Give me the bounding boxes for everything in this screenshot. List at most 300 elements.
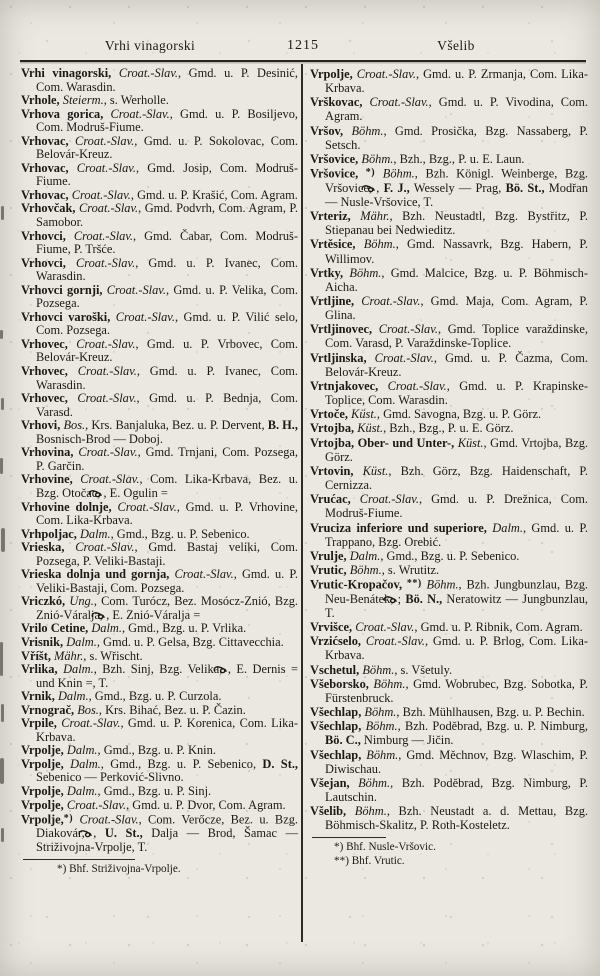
entry-region-label: Böhm. xyxy=(349,775,391,790)
entry xyxy=(310,634,588,662)
entry-text: , Krs. Banjaluka, Bez. u. P. Dervent, xyxy=(85,418,268,433)
entry-text: , Gmd. u. P. Čazma, Com. Belovár-Kreuz. xyxy=(325,350,588,379)
entry-text: , Gmd. u. P. Velika, Com. Pozsega. xyxy=(36,282,298,311)
entry-headword: Vrulje, xyxy=(310,548,347,563)
scan-artifact xyxy=(0,458,3,474)
entry xyxy=(21,446,298,473)
entry xyxy=(21,230,298,257)
entry-text: Modřan — Nusle-Vršovice, T. xyxy=(325,180,588,209)
entry-region-label: Böhm. xyxy=(368,676,406,691)
entry xyxy=(310,266,588,294)
entry xyxy=(310,705,588,719)
entry-text: , xyxy=(93,826,105,841)
entry xyxy=(310,407,588,421)
entry xyxy=(310,436,588,464)
entry-text: , E. Ogulin = xyxy=(103,485,168,500)
footnote-rule xyxy=(312,837,386,838)
entry-region-label: Dalm. xyxy=(63,743,98,758)
entry-text: , Gmd. Měchnov, Bzg. Wlaschim, P. Diwischau. xyxy=(325,747,588,776)
entry-text: , Gmd. Trnjani, Com. Pozsega, P. Garčin. xyxy=(36,445,299,473)
entry-region-label: Mähr. xyxy=(350,209,390,224)
entry xyxy=(310,620,588,634)
entry-headword: Vrpile, xyxy=(21,716,57,731)
entry-headword: Vrtljinska, xyxy=(310,350,367,365)
entry-region-label: Dalm. xyxy=(346,548,381,563)
entry-text: , Bzh., Bzg., P. u. E. Görz. xyxy=(383,421,514,436)
entry xyxy=(310,421,588,435)
entry-headword: Vrhovac, xyxy=(21,160,69,175)
entry xyxy=(21,758,298,785)
entry-region-label: Ung. xyxy=(65,594,94,609)
entry-headword: Vrtovin, xyxy=(310,463,354,478)
entry-text: , Bzh. Görz, Bzg. Haidenschaft, P. Cernizza. xyxy=(325,463,588,493)
entry xyxy=(21,636,298,650)
entry-region-label: Küst. xyxy=(354,421,384,436)
entry-region-label: Bos. xyxy=(60,418,86,433)
entry-region-label: Böhm. xyxy=(359,662,395,677)
entry-headword: Všelib, xyxy=(310,804,347,819)
entry xyxy=(21,365,298,392)
entry-region-label: Croat.-Slav. xyxy=(110,309,175,324)
entry-text: , s. Werholle. xyxy=(103,93,169,108)
entry-region-label: Küst. xyxy=(353,463,389,478)
entry xyxy=(310,776,588,804)
entry-text: , Gmd., Bzg. u. P. Vrlika. xyxy=(121,621,247,636)
entry-region-label: Küst. xyxy=(347,407,377,422)
entry xyxy=(310,124,588,152)
entry-headword: Vrhovec, xyxy=(21,391,68,406)
right-column xyxy=(310,67,588,868)
entry-text: , s. Wřischt. xyxy=(83,648,143,663)
entry-region-label: Böhm. xyxy=(361,747,399,762)
entry xyxy=(21,568,298,595)
entry-headword: Vriczkó, xyxy=(21,594,66,609)
entry-region-label: Croat.-Slav. xyxy=(72,472,140,487)
entry xyxy=(21,162,298,189)
footnote-section xyxy=(310,837,588,868)
footnote-section xyxy=(21,859,298,877)
entry-region-label: Croat.-Slav. xyxy=(73,812,139,827)
entry-text: Sebenico — Perković-Slivno. xyxy=(36,770,184,785)
entry-text: , Gmd., Bzg. u. P. Sebenico. xyxy=(110,526,250,541)
entry xyxy=(21,717,298,744)
entry-region-label: Croat.-Slav. xyxy=(65,255,136,270)
entry-region-label: Croat.-Slav. xyxy=(64,540,135,555)
entry-text: , Gmd. u. P. Veliki-Bastaji, Com. Pozsega. xyxy=(36,567,298,595)
entry-text: Wessely — Prag, xyxy=(409,180,506,195)
entry-region-label: Böhm. xyxy=(355,237,396,252)
entry-headword: Všejan, xyxy=(310,775,350,790)
entry-region-label: Böhm. xyxy=(343,123,384,138)
footnote-marker: *) xyxy=(358,167,376,179)
entry-headword: Vrtnjakovec, xyxy=(310,378,379,393)
entry-text: , s. Všetuly. xyxy=(394,662,453,677)
entry xyxy=(21,284,298,311)
entry-text: , Gmd., Bzg. u. P. Knin. xyxy=(97,743,216,758)
entry-text: , Gmd. Podvrh, Com. Agram, P. Samobor. xyxy=(36,201,298,230)
entry-text: , Gmd. u. P. Ivanec, Com. Warasdin. xyxy=(36,364,298,392)
entry-region-label: Croat.-Slav. xyxy=(67,336,136,351)
entry-headword: Vrtky, xyxy=(310,265,344,280)
entry xyxy=(21,108,298,135)
entry-region-label: Böhm. xyxy=(346,562,382,577)
entry xyxy=(310,379,588,407)
entry-text: , Gmd. Malcice, Bzg. u. P. Böhmisch-Aicha. xyxy=(325,265,589,294)
entry xyxy=(21,622,298,636)
entry-headword: Vrpolje, xyxy=(21,756,64,771)
entry-text: , Gmd. u. P. Dvor, Com. Agram. xyxy=(126,797,286,812)
entry xyxy=(310,719,588,747)
entry-text: , Com. Verőcze, Bez. u. Bzg. Diakovár, xyxy=(36,812,298,841)
entry-region-label: Croat.-Slav. xyxy=(366,350,434,365)
entry-region-label: Croat.-Slav. xyxy=(352,67,416,81)
entry-region-label: Croat.-Slav. xyxy=(67,391,137,406)
entry-text: , Gmd. u. P. Sokolovac, Com. Belovár-Kreuz. xyxy=(36,133,298,162)
entry-headword: Vrhovci, xyxy=(21,228,66,243)
footnote-rule xyxy=(23,859,135,860)
entry-headword: Vrilo Cetine, xyxy=(21,621,89,636)
entry-headword: Vříšt, xyxy=(21,648,51,663)
entry-headword: Vrhovci gornji, xyxy=(21,282,103,297)
entry-headword: Vrvišce, xyxy=(310,620,353,635)
entry xyxy=(21,419,298,446)
footnote: **) Bhf. Vrutic. xyxy=(334,854,405,867)
entry-text: , Gmd. u. P. Ribnik, Com. Agram. xyxy=(414,620,583,635)
entry xyxy=(310,492,588,520)
entry-region-label: Croat.-Slav. xyxy=(354,294,421,308)
entry xyxy=(21,744,298,758)
entry xyxy=(310,209,588,237)
entry xyxy=(21,650,298,664)
entry-headword: Vruciza inferiore und superiore, xyxy=(310,520,487,535)
entry-text: , Gmd. u. P. Trappano, Bzg. Orebić. xyxy=(325,520,588,549)
entry xyxy=(21,501,298,528)
entry-region-label: Croat.-Slav. xyxy=(75,201,139,216)
entry-headword: Vrteriz, xyxy=(310,209,351,224)
entry-text: , s. Wrutitz. xyxy=(381,562,440,577)
entry-text: , Bzh. Poděbrad, Bzg. u. P. Nimburg, xyxy=(397,719,589,734)
entry xyxy=(310,677,588,705)
entry-headword: Vrhovine, xyxy=(21,472,73,487)
entry-region-label: Dalm. xyxy=(486,520,523,535)
entry-text: , Bzh. Poděbrad, Bzg. Nimburg, P. Lautschin. xyxy=(325,775,588,804)
entry-text: , Gmd. u. P. Zrmanja, Com. Lika-Krbava. xyxy=(325,67,588,96)
entry xyxy=(310,748,588,776)
entry-text: , Bzh. Neustadt a. d. Mettau, Bzg. Böhmisch-Skalitz, P. Roth-Kosteletz. xyxy=(325,804,588,833)
entry xyxy=(21,473,298,500)
entry-text: , Gmd. u. P. Vilić selo, Com. Pozsega. xyxy=(36,309,298,338)
entry-headword: Vrutic, xyxy=(310,562,347,577)
running-head-left: Vrhi vinagorski xyxy=(104,38,196,53)
entry-region-label: Croat.-Slav. xyxy=(350,492,419,507)
footnote-marker: **) xyxy=(402,578,422,590)
entry-text: , Gmd. Savogna, Bzg. u. P. Görz. xyxy=(376,407,542,422)
entry-region-label: Croat.-Slav. xyxy=(73,445,138,460)
entry xyxy=(21,799,298,813)
footnote: *) Bhf. Striživojna-Vrpolje. xyxy=(57,863,181,876)
entry-text: , Bzh. Sinj, Bzg. Velika, xyxy=(93,662,228,677)
entry xyxy=(21,311,298,338)
entry-text: , Bzh. Jungbunzlau, Bzg. Neu-Benátek, xyxy=(325,577,588,606)
entry-region-label: Croat.-Slav. xyxy=(68,133,135,148)
column-divider xyxy=(301,64,303,942)
entry-headword: Vršov, xyxy=(310,123,344,138)
entry xyxy=(310,804,588,832)
entry-text: Neratowitz — Jungbunzlau, T. xyxy=(325,591,588,620)
entry-headword: Vrhova gorica, xyxy=(21,106,104,121)
entry-region-label: Böhm. xyxy=(421,577,459,592)
entry-headword: D. St., xyxy=(262,756,299,771)
entry-headword: Vrpolje, xyxy=(21,743,64,758)
entry-headword: Vrućac, xyxy=(310,492,351,507)
scan-artifact xyxy=(1,398,4,410)
footnote: *) Bhf. Nusle-Vršovic. xyxy=(334,841,436,854)
entry xyxy=(21,67,298,94)
entry-text: , Bzh. Mühlhausen, Bzg. u. P. Bechin. xyxy=(396,705,585,720)
entry xyxy=(21,528,298,542)
entry-text: , Com. Lika-Krbava, Bez. u. Bzg. Otočac, xyxy=(36,472,299,500)
entry-region-label: Dalm. xyxy=(57,662,94,677)
entry-headword: Vrtoče, xyxy=(310,407,348,422)
entry-region-label: Böhm. xyxy=(375,166,415,181)
entry-text: , Bzh. Königl. Weinberge, Bzg. Vršovice, xyxy=(325,166,588,195)
entry-text: , E. Dernis = und Knin =, T. xyxy=(36,662,298,690)
entry-region-label: Croat.-Slav. xyxy=(111,66,179,80)
entry-region-label: Dalm. xyxy=(63,756,101,771)
entry xyxy=(310,549,588,563)
entry-headword: Bö. St., xyxy=(505,180,545,195)
entry-headword: B. H., xyxy=(267,418,298,433)
entry-text: , Bzh., Bzg., P. u. E. Laun. xyxy=(393,151,525,166)
scan-artifact xyxy=(1,528,5,552)
entry-headword: Všechlap, xyxy=(310,705,362,720)
entry-region-label: Croat.-Slav. xyxy=(63,797,127,812)
entry-headword: Vrutic-Kropačov, xyxy=(310,577,403,592)
entry-headword: Vrieska, xyxy=(21,540,65,555)
scan-artifact xyxy=(1,206,4,220)
scan-artifact xyxy=(1,828,4,842)
entry-headword: U. St., xyxy=(104,826,143,841)
entry-region-label: Croat.-Slav. xyxy=(103,106,170,121)
entry-text: , Gmd., Bzg. u. P. Sebenico. xyxy=(380,548,520,563)
entry-text: , Gmd. Maja, Com. Agram, P. Glina. xyxy=(325,294,588,323)
entry-headword: Vrtojba, Ober- und Unter-, xyxy=(310,435,455,450)
entry-headword: Vrhovina, xyxy=(21,445,74,460)
entry-headword: Vršovice, xyxy=(310,166,359,181)
entry-headword: Vrpolje, xyxy=(21,797,64,812)
entry-headword: Všeborsko, xyxy=(310,676,369,691)
page-number: 1215 xyxy=(287,38,319,53)
scan-artifact xyxy=(1,704,4,722)
entry-text: , Gmd. Vrtojba, Bzg. Görz. xyxy=(325,435,588,464)
entry xyxy=(21,202,298,229)
entry-region-label: Böhm. xyxy=(343,265,382,280)
entry xyxy=(21,541,298,568)
header-rule xyxy=(20,60,586,62)
entry-region-label: Bos. xyxy=(74,702,99,717)
entry-headword: Vrieska dolnja und gornja, xyxy=(21,567,170,582)
entry xyxy=(310,67,588,95)
entry-headword: Vrškovac, xyxy=(310,95,363,110)
entry-text: , Gmd. Čabar, Com. Modruš-Fiume, P. Tršće. xyxy=(36,228,298,257)
entry-region-label: Croat.-Slav. xyxy=(111,499,177,514)
entry-text: , Gmd. u. P. Vivodina, Com. Agram. xyxy=(325,95,588,124)
entry-headword: Vrpolje, xyxy=(310,67,353,81)
entry-text: , Gmd. u. P. Gelsa, Bzg. Cittavecchia. xyxy=(96,634,284,649)
entry-headword: Vrhovci, xyxy=(21,255,66,270)
entry-headword: Vrtljine, xyxy=(310,294,355,308)
entry xyxy=(310,322,588,350)
entry-region-label: Dalm. xyxy=(63,783,98,798)
entry-headword: Vrnograč, xyxy=(21,702,75,717)
entry-text: Nimburg — Jičin. xyxy=(360,733,454,748)
entry-headword: Vrhovac, xyxy=(21,133,69,148)
entry xyxy=(21,785,298,799)
entry xyxy=(310,663,588,677)
entry xyxy=(310,351,588,379)
entry-headword: Vrnik, xyxy=(21,689,55,704)
entry-text: , Gmd. Prosička, Bzg. Nassaberg, P. Setsch. xyxy=(325,123,588,152)
left-column xyxy=(21,67,298,877)
entry xyxy=(21,704,298,718)
entry-headword: Vrhovac, xyxy=(21,187,69,202)
entry xyxy=(21,94,298,108)
entry-text: , Gmd. u. P. Bosiljevo, Com. Modruš-Fiume. xyxy=(36,106,298,135)
entry xyxy=(310,237,588,265)
entry-text: Bosnisch-Brod — Doboj. xyxy=(36,431,164,446)
entry-headword: Všechlap, xyxy=(310,747,362,762)
entry-headword: Vrhovi, xyxy=(21,418,61,433)
entry-text: , Gmd. u. P. Korenica, Com. Lika-Krbava. xyxy=(36,716,298,744)
entry-region-label: Croat.-Slav. xyxy=(361,634,426,649)
entry-text: , Gmd. u. P. Brlog, Com. Lika-Krbava. xyxy=(325,634,588,663)
entry-text: , Gmd. u. P. Desinić, Com. Warasdin. xyxy=(36,66,298,94)
entry xyxy=(310,166,588,209)
entry-region-label: Dalm. xyxy=(63,634,97,649)
entry xyxy=(21,189,298,203)
scan-artifact xyxy=(0,758,4,784)
entry-text: , Gmd. Nassavrk, Bzg. Habern, P. Willimov. xyxy=(325,237,588,266)
entry xyxy=(310,152,588,166)
entry xyxy=(21,663,298,690)
entry-text: , Gmd. Wobrubec, Bzg. Sobotka, P. Fürstenbruck. xyxy=(325,676,588,705)
entry-headword: Vrhovec, xyxy=(21,336,68,351)
entry-region-label: Böhm. xyxy=(361,705,397,720)
entry xyxy=(21,595,298,622)
entry-headword: Vršovice, xyxy=(310,151,359,166)
entry-text: , Gmd. u. P. Krašić, Com. Agram. xyxy=(130,187,298,202)
entry-text: , Gmd. u. P. Vrbovec, Com. Belovár-Kreuz. xyxy=(36,336,298,365)
entry-region-label: Croat.-Slav. xyxy=(68,160,136,175)
entry-headword: Vrhovec, xyxy=(21,364,68,379)
entry-text: , Gmd. u. P. Drežnica, Com. Modruš-Fiume. xyxy=(325,492,588,521)
entry xyxy=(21,338,298,365)
entry xyxy=(310,563,588,577)
entry-headword: Vrlika, xyxy=(21,662,58,677)
entry-headword: Vrhovci varoški, xyxy=(21,309,111,324)
entry xyxy=(310,521,588,549)
entry-text: , Gmd. Josip, Com. Modruš-Fiume. xyxy=(36,160,298,189)
running-head-right: Všelib xyxy=(437,38,475,53)
entry-headword: Vrzićselo, xyxy=(310,634,362,649)
entry xyxy=(21,812,298,854)
entry-headword: Vrpolje, xyxy=(21,783,64,798)
entry-headword: Vrtljinovec, xyxy=(310,322,373,337)
entry-headword: Vrhovine dolnje, xyxy=(21,499,112,514)
entry-region-label: Böhm. xyxy=(361,719,398,734)
entry xyxy=(21,690,298,704)
entry-text: , xyxy=(376,180,384,195)
entry-headword: Vrtěsice, xyxy=(310,237,356,252)
entry-text: ; xyxy=(397,591,406,606)
entry-region-label: Dalm. xyxy=(54,689,89,704)
entry-text: , Gmd., Bzg. u. P. Sinj. xyxy=(97,783,212,798)
entry-text: , Bzh. Neustadtl, Bzg. Bystřitz, P. Stiepanau bei Nedwieditz. xyxy=(325,209,589,238)
entry-text: , Gmd. u. P. Ivanec, Com. Warasdin. xyxy=(36,255,298,284)
footnote-marker: *) xyxy=(63,813,74,825)
entry-headword: Bö. C., xyxy=(325,733,361,748)
entry-region-label: Steierm. xyxy=(59,93,104,108)
entry-headword: Vrpolje, xyxy=(21,812,64,827)
entry-headword: Vschetul, xyxy=(310,662,360,677)
entry-headword: Bö. N., xyxy=(405,591,443,606)
entry-region-label: Böhm. xyxy=(346,804,387,819)
entry-text: , Gmd. Toplice varaždinske, Com. Varasd, P. Varaždinske-Toplice. xyxy=(325,322,588,351)
entry-region-label: Croat.-Slav. xyxy=(352,620,415,635)
entry xyxy=(310,464,588,492)
entry-text: , Krs. Bihać, Bez. u. P. Čazin. xyxy=(98,702,246,717)
entry-text: , Gmd., Bzg. u. P. Curzola. xyxy=(88,689,222,704)
entry xyxy=(310,577,588,620)
entry-headword: F. J., xyxy=(383,180,410,195)
entry-text: , Gmd. u. P. Bednja, Com. Varasd. xyxy=(36,391,299,419)
entry-text: , Gmd. u. P. Krapinske-Toplice, Com. Warasdin. xyxy=(325,378,589,408)
entry xyxy=(21,392,298,419)
scan-artifact xyxy=(0,330,3,339)
entry-region-label: Croat.-Slav. xyxy=(68,187,131,202)
entry-region-label: Croat.-Slav. xyxy=(56,716,121,731)
entry-region-label: Böhm. xyxy=(358,151,394,166)
entry-region-label: Croat.-Slav. xyxy=(67,364,137,379)
entry-headword: Vrhole, xyxy=(21,93,60,108)
entry-headword: Vrhovčak, xyxy=(21,201,76,216)
entry-text: , Com. Turócz, Bez. Mosócz-Znió, Bzg. Znió-Váralja, xyxy=(36,594,298,622)
entry-region-label: Croat.-Slav. xyxy=(378,378,447,393)
entry xyxy=(310,95,588,123)
entry-text: , Gmd. Bastaj veliki, Com. Pozsega, P. Veliki-Bastaji. xyxy=(36,540,298,568)
entry-text: , Gmd. u. P. Vrhovine, Com. Lika-Krbava. xyxy=(36,499,298,528)
entry-headword: Všechlap, xyxy=(310,719,362,734)
entry-text: , Gmd., Bzg. u. P. Sebenico, xyxy=(100,756,263,771)
entry-region-label: Croat.-Slav. xyxy=(102,282,166,297)
entry xyxy=(310,294,588,322)
entry-region-label: Mähr. xyxy=(50,648,84,663)
entry-headword: Vrisnik, xyxy=(21,634,64,649)
entry-region-label: Küst. xyxy=(454,435,484,450)
entry-region-label: Croat.-Slav. xyxy=(362,95,429,110)
entry-region-label: Croat.-Slav. xyxy=(372,322,438,337)
entry-region-label: Dalm. xyxy=(76,526,111,541)
entry-headword: Vrtojba, xyxy=(310,421,355,436)
entry xyxy=(21,257,298,284)
entry-text: , E. Znió-Váralja = xyxy=(106,607,201,622)
entry-text: Dalja — Brod, Šamac — Striživojna-Vrpolje, T. xyxy=(36,826,298,854)
entry xyxy=(21,135,298,162)
entry-headword: Vrhi vinagorski, xyxy=(21,66,112,80)
entry-headword: Vrhpoljac, xyxy=(21,526,77,541)
scan-artifact xyxy=(0,642,3,676)
entry-region-label: Croat.-Slav. xyxy=(169,567,234,582)
